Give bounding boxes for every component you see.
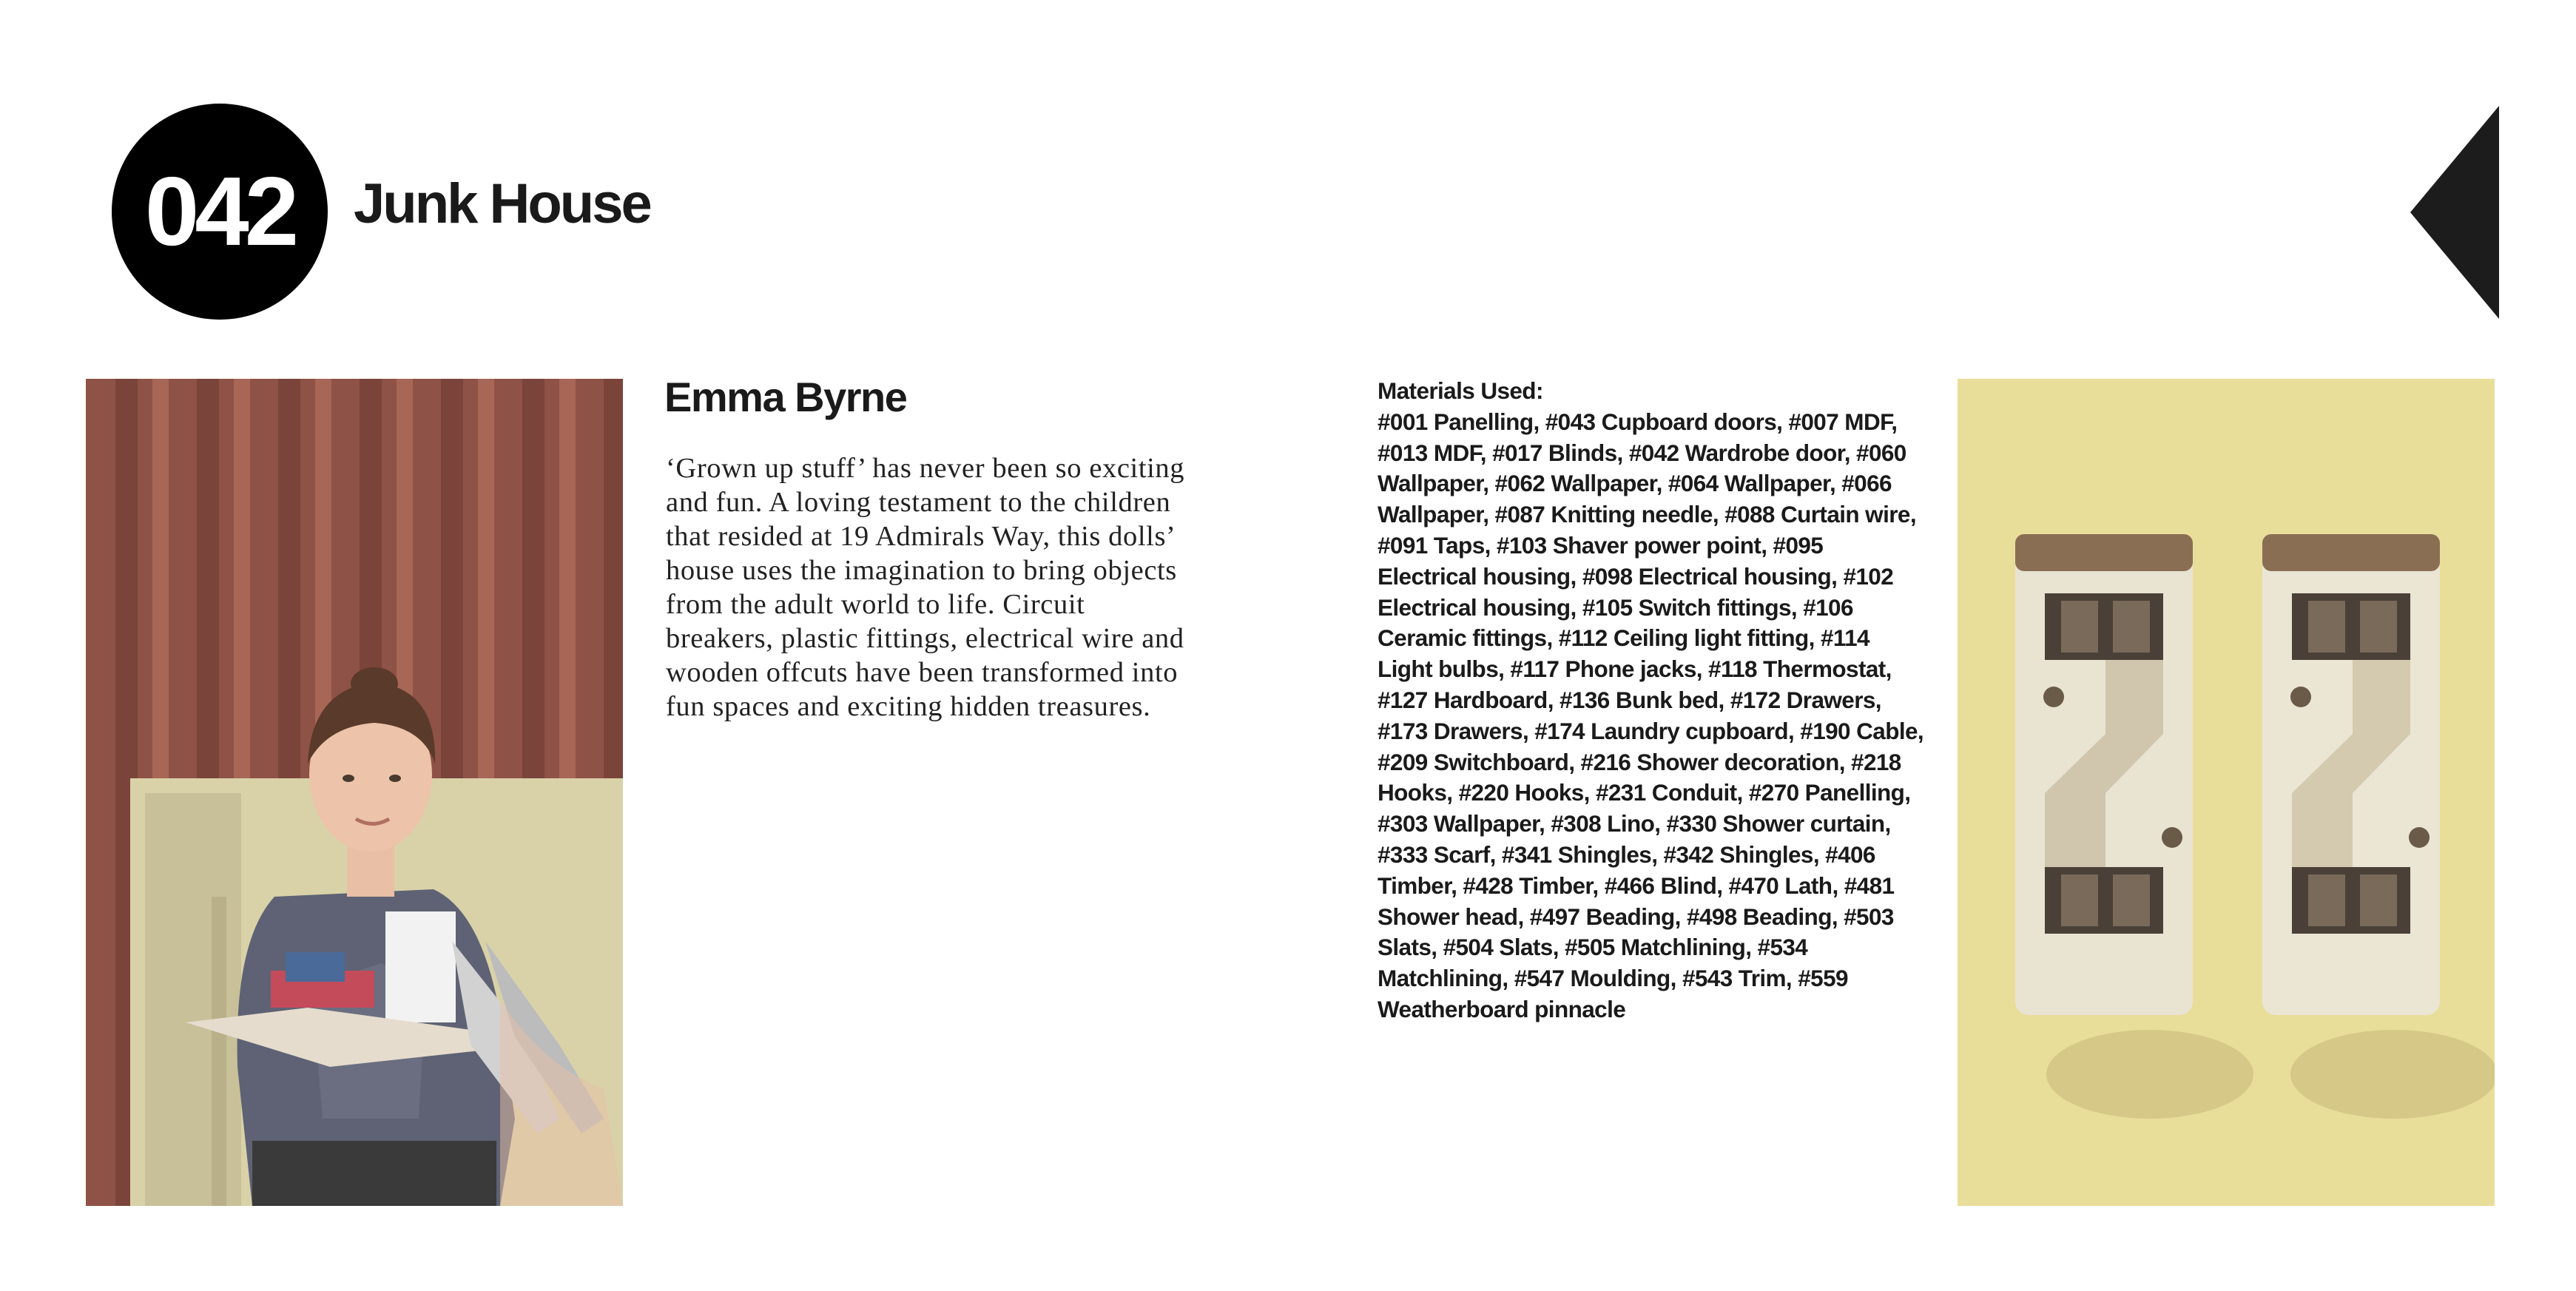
materials-items: #001 Panelling, #043 Cupboard doors, #007 MDF, #013 MDF, #017 Blinds, #042 Wardrobe door, #060 Wallpaper, #062 Wallpaper, #064 Wallpaper, #066 Wallpaper, #087 Knitting needle, #088 Curtain wire, #091 Taps, #103 Shaver power point, #095 Electrical housing, #098 Electrical housing, #102 Electrical housing, #105 Switch fittings, #106 Ceramic fittings, #112 Ceiling light fitting, #114 Light bulbs, #117 Phone jacks, #118 Thermostat, #127 Hardboard, #136 Bunk bed, #172 Drawers, #173 Drawers, #174 Laundry cupboard, #190 Cable, #209 Switchboard, #216 Shower decoration, #218 Hooks, #220 Hooks, #231 Conduit, #270 Panelling, #303 Wallpaper, #308 Lino, #330 Shower curtain, #333 Scarf, #341 Shingles, #342 Shingles, #406 Timber, #428 Timber, #466 Blind, #470 Lath, #481 Shower head, #497 Beading, #498 Beading, #503 Slats, #504 Slats, #505 Matchlining, #534 Matchlining, #547 Moulding, #543 Trim, #559 Weatherboard pinnacle (1378, 408, 1924, 1022)
designer-name: Emma Byrne (664, 374, 907, 420)
ceramic-fittings-photo (1958, 379, 2495, 1206)
project-title: Junk House (354, 172, 650, 235)
triangle-left-icon[interactable] (2410, 106, 2499, 319)
project-description: ‘Grown up stuff’ has never been so exciting and fun. A loving testament to the children that resided at 19 Admirals Way, this dolls’ house uses the imagination to bring objects from the adult world to life. Circuit breakers, plastic fittings, electrical wire and wooden offcuts have been transformed into fun spaces and exciting hidden treasures. (666, 453, 1185, 722)
materials-heading: Materials Used: (1378, 377, 1543, 404)
designer-photo (86, 379, 623, 1206)
project-number: 042 (144, 157, 295, 266)
materials-list (1378, 376, 1925, 1025)
project-number-badge (112, 104, 328, 320)
